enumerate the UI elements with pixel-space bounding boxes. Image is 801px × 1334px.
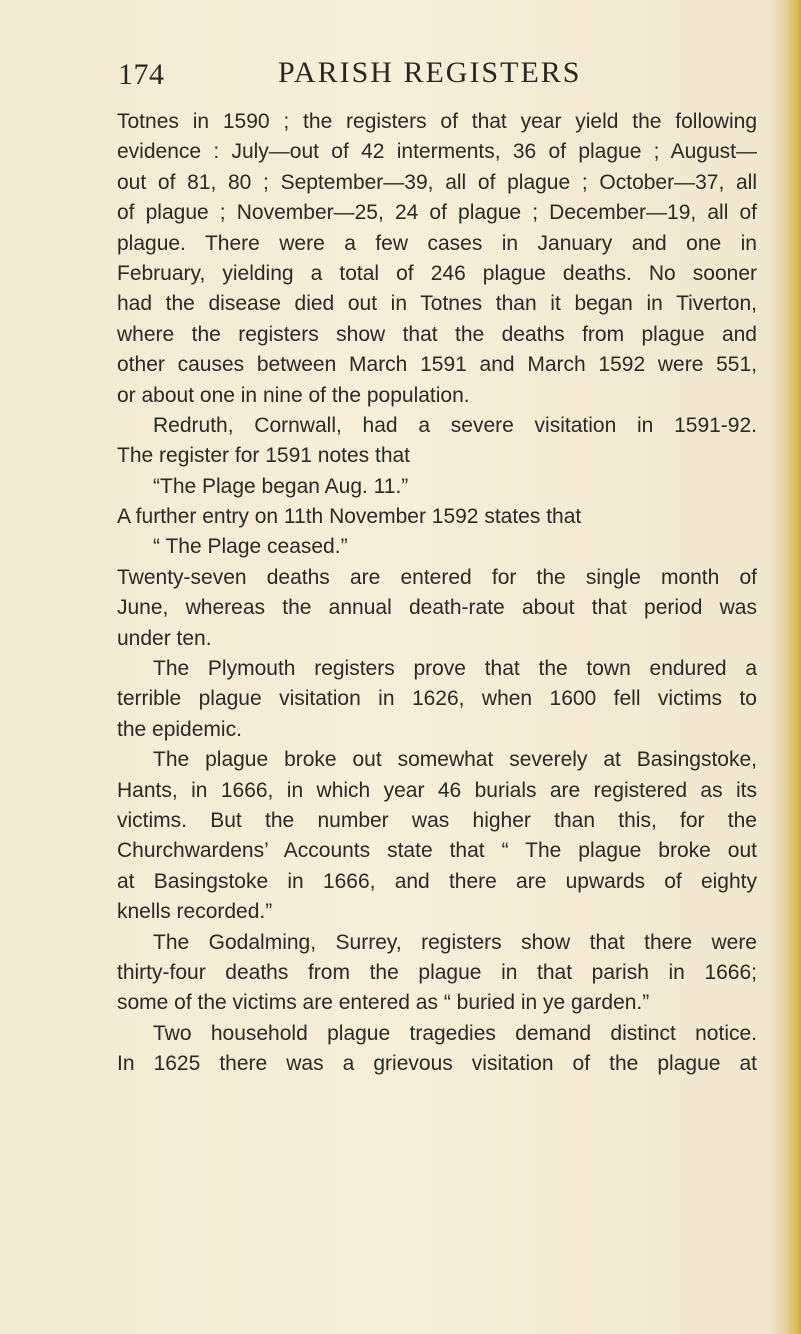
text-line: knells recorded.” [117, 900, 273, 924]
text-line: Hants, in 1666, in which year 46 burials are registered as its [117, 778, 757, 802]
body-text [117, 107, 757, 1080]
text-line: A further entry on 11th November 1592 states that [117, 505, 582, 529]
text-line: “ The Plage ceased.” [153, 535, 348, 559]
text-line: under ten. [117, 626, 212, 650]
text-line: February, yielding a total of 246 plague deaths. No sooner [117, 261, 757, 285]
page-edge [787, 0, 801, 1334]
text-line: the epidemic. [117, 717, 242, 741]
text-line: out of 81, 80 ; September—39, all of plague ; October—37, all [117, 170, 757, 194]
page-number: 174 [118, 58, 165, 91]
running-head: PARISH REGISTERS [278, 56, 582, 89]
text-line: had the disease died out in Totnes than it began in Tiverton, [117, 292, 757, 316]
text-line: In 1625 there was a grievous visitation of the plague at [117, 1052, 757, 1076]
text-line: Churchwardens’ Accounts state that “ The plague broke out [117, 839, 757, 863]
text-line: victims. But the number was higher than this, for the [117, 808, 757, 832]
text-line: Two household plague tragedies demand distinct notice. [153, 1021, 757, 1045]
text-line: at Basingstoke in 1666, and there are upwards of eighty [117, 869, 757, 893]
text-line: The Godalming, Surrey, registers show that there were [153, 930, 757, 954]
text-line: terrible plague visitation in 1626, when 1600 fell victims to [117, 687, 757, 711]
text-line: The plague broke out somewhat severely at Basingstoke, [153, 748, 757, 772]
text-line: other causes between March 1591 and March 1592 were 551, [117, 353, 757, 377]
text-line: The Plymouth registers prove that the town endured a [153, 657, 757, 681]
text-line: or about one in nine of the population. [117, 383, 470, 407]
text-line: where the registers show that the deaths from plague and [117, 322, 757, 346]
text-line: “The Plage began Aug. 11.” [153, 474, 409, 498]
text-line: Twenty-seven deaths are entered for the single month of [117, 565, 757, 589]
text-line: Totnes in 1590 ; the registers of that year yield the following [117, 110, 757, 133]
text-line: evidence : July—out of 42 interments, 36 of plague ; August— [117, 140, 757, 164]
text-line: Redruth, Cornwall, had a severe visitation in 1591-92. [153, 413, 757, 437]
text-line: of plague ; November—25, 24 of plague ; December—19, all of [117, 201, 757, 225]
text-line: thirty-four deaths from the plague in that parish in 1666; [117, 960, 757, 984]
text-line: plague. There were a few cases in January and one in [117, 231, 757, 255]
text-line: The register for 1591 notes that [117, 444, 411, 468]
text-line: June, whereas the annual death-rate about that period was [117, 596, 757, 620]
page-header [0, 56, 801, 96]
text-line: some of the victims are entered as “ buried in ye garden.” [117, 991, 650, 1015]
